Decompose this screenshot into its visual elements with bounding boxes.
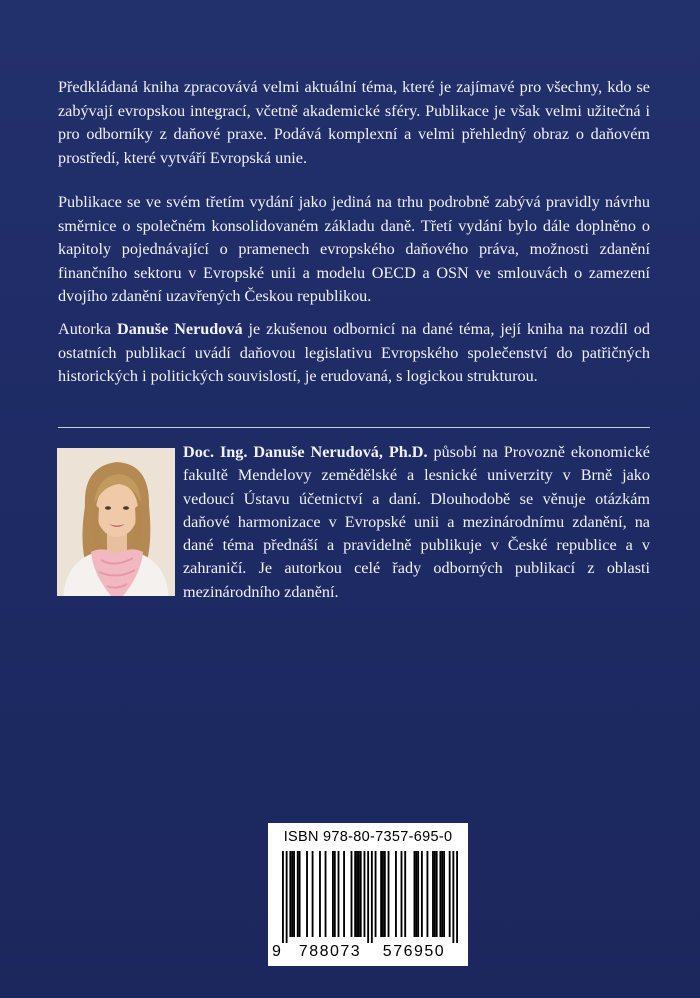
barcode-bar — [312, 851, 314, 937]
paragraph-3-suffix: je zkušenou odbornicí na dané téma, její kniha na rozdíl od ostatních publikací uvádí daňovou legislativu Evropského společenství do patřičných historických i politických souvislostí, je erudovaná, s logickou strukturou. — [58, 320, 650, 385]
barcode-bar — [356, 851, 358, 937]
barcode-bar — [427, 851, 429, 937]
barcode-bar — [334, 851, 336, 937]
barcode-bar — [449, 851, 451, 937]
barcode-bar — [434, 851, 436, 937]
barcode-bar — [382, 851, 384, 937]
description-paragraph-3 — [58, 318, 650, 389]
barcode-bar — [319, 851, 321, 937]
barcode-bar — [436, 851, 438, 937]
isbn-label: ISBN 978-80-7357-695-0 — [283, 829, 453, 845]
barcode-bar — [375, 851, 377, 937]
barcode-bar — [293, 851, 295, 937]
barcode-bar — [286, 851, 288, 943]
barcode-bar — [332, 851, 334, 937]
barcode-bar — [421, 851, 423, 937]
barcode-bar — [414, 851, 416, 937]
isbn-barcode — [268, 823, 468, 966]
barcode-bar — [452, 851, 454, 943]
barcode-bar — [325, 851, 327, 937]
barcode-bar — [384, 851, 386, 937]
barcode-bar — [367, 851, 369, 943]
description-paragraph-2: Publikace se ve svém třetím vydání jako jediná na trhu podrobně zabývá pravidly návrhu směrnice o společném konsolidovaném základu daně. Třetí vydání bylo dále doplněno o kapitoly pojednávající o pramenech evropského daňového práva, možnosti zdanění finančního sektoru v Evropské unii a modelu OECD a OSN ve smlouvách o zamezení dvojího zdanění uzavřených Českou republikou. — [58, 193, 650, 305]
barcode-bar — [354, 851, 356, 937]
ean-first-digit: 9 — [272, 943, 281, 960]
author-photo — [57, 448, 175, 596]
barcode-bar — [441, 851, 443, 937]
barcode-bar — [456, 851, 458, 943]
barcode-bar — [360, 851, 362, 937]
barcode-bar — [291, 851, 293, 937]
description-paragraph-1: Předkládaná kniha zpracovává velmi aktuální téma, které je zajímavé pro všechny, kdo se zabývají evropskou integrací, včetně akademické sféry. Publikace je však velmi užitečná i pro odborníky z daňové praxe. Podává komplexní a velmi přehledný obraz o daňovém prostředí, které vytváří Evropská unie. — [58, 78, 650, 167]
barcode-bar — [439, 851, 441, 937]
barcode-bar — [417, 851, 419, 937]
barcode-bar — [297, 851, 299, 937]
barcode-bar — [380, 851, 382, 937]
barcode-bar — [358, 851, 360, 937]
barcode-bars — [282, 851, 458, 943]
author-portrait-image — [57, 448, 175, 596]
barcode-bar — [401, 851, 403, 937]
author-bio-text: působí na Provozně ekonomické fakultě Mendelovy zemědělské a lesnické univerzity v Brně jako vedoucí Ústavu účetnictví a daní. Dlouhodobě se věnuje otázkám daňové harmonizace v Evropské unii a mezinárodnímu zdanění, na dané téma přednáší a pravidelně publikuje v České republice a v zahraničí. Je autorkou celé řady odborných publikací z oblasti mezinárodního zdanění. — [183, 443, 650, 601]
ean-left-digits: 788073 — [298, 943, 362, 960]
author-full-name: Doc. Ing. Danuše Nerudová, Ph.D. — [183, 443, 428, 461]
barcode-bar — [282, 851, 284, 943]
barcode-bar — [351, 851, 353, 937]
barcode-bar — [306, 851, 308, 937]
barcode-bar — [443, 851, 445, 937]
barcode-bar — [299, 851, 301, 937]
barcode-bar — [338, 851, 340, 937]
ean-right-digits: 576950 — [382, 943, 446, 960]
barcode-bar — [289, 851, 291, 937]
barcode-bar — [364, 851, 366, 937]
barcode-bar — [371, 851, 373, 943]
barcode-bar — [388, 851, 390, 937]
paragraph-3-prefix: Autorka — [58, 320, 117, 338]
author-name-inline: Danuše Nerudová — [117, 320, 243, 338]
author-bio — [183, 441, 650, 604]
barcode-bar — [415, 851, 417, 937]
barcode-bar — [395, 851, 397, 937]
section-divider — [58, 427, 650, 428]
barcode-bar — [343, 851, 345, 937]
barcode-bar — [404, 851, 406, 937]
barcode-bar — [432, 851, 434, 937]
